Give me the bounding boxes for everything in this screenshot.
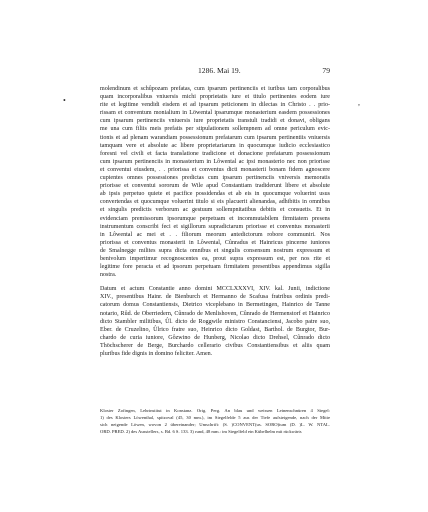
- text-line: quam incorporalibus vniuersis michi proprietatis iure et titulo pertinentes eodem iure: [100, 94, 330, 101]
- text-line: et singulis predictis verborum ac gestuum sollempnitatibus debitis et consuetis. Et in: [100, 207, 330, 214]
- text-line: Thöchscherer de Berge, Burchardo cellerario civibus Constantiensibus et aliis quam: [100, 342, 330, 349]
- text-line: Datum et actum Constantie anno domini MCCLXXXVI, XIV. kal. Junii, indictione: [100, 286, 330, 293]
- text-line: de Smalnegge milites supra dicta omnibus et singulis consensum nostrum expressum et: [100, 247, 330, 254]
- text-line: convertendas et quocumque voluerint titulo si eis placuerit alienandas, adhibitis in omnibus: [100, 199, 330, 206]
- paragraph-dating-witnesses: [100, 285, 330, 358]
- text-line: Kloster Zofingen, Lehrinstitut in Konstanz. Orig. Perg. An blau und weissen Leinenschnüren 4 Siegel:: [100, 408, 330, 413]
- text-line: dicto Stambler militibus, Ûl. dicto de Roggwile ministro Constanciensi, Jacobo patre suo,: [100, 318, 330, 325]
- margin-mark: ,: [358, 98, 360, 107]
- text-line: in Lôwental ac mei et . . filiorum meorum antedictorum robore communiri. Nos: [100, 231, 330, 238]
- text-line: priorisse et conventui sororum de Wile apud Constantiam tradiderunt libere et absolute: [100, 183, 330, 190]
- text-line: me una cum filiis meis prefatis per stipulationem sollempnem ad omne periculum evic-: [100, 126, 330, 133]
- header-date: 1286. Mai 19.: [198, 66, 241, 75]
- footnotes: [100, 407, 330, 435]
- text-line: benivolum impertimur recognoscentes ea, prout supra expressum est, per nos rite et: [100, 255, 330, 262]
- text-line: rite et legitime vendidi eisdem et ad ipsarum peticionem in dilectas in Christo . . prio-: [100, 102, 330, 109]
- text-line: sich neigende Löwen, wovon 2 übereinander; Umschrift: (S. )CONVENT(us. SORO)ium (D. )L. W. NTAL.: [100, 422, 330, 428]
- margin-mark: •: [63, 96, 66, 105]
- text-line: nostra.: [100, 272, 117, 279]
- paragraph-grant: [100, 85, 330, 279]
- text-line: ab ipsis perpetuo quiete et pacifice possidendas et ab eis in quocumque voluerint usus: [100, 191, 330, 198]
- running-header: [100, 66, 330, 76]
- text-line: XIV., presentibus Hainr. de Bienburch et Hermanno de Scafusa fratribus ordinis predi-: [100, 294, 330, 301]
- source-note: [100, 407, 330, 435]
- text-line: catorum domus Constantiensis, Dietrico viceplebano in Bermetingen, Hainrico de Tanne: [100, 302, 330, 309]
- charter-text: [100, 85, 330, 358]
- text-line: et conventui eiusdem, . . priorissa et conventus dicti monasterii bonam fidem agnoscere: [100, 166, 330, 173]
- text-line: rissam et conventum monialium in Löwental ipsarumque monasterium easdem possessiones: [100, 110, 330, 117]
- text-line: priorissa et conventus monasterii in Lôwental, Cûnradus et Hainricus pincerne iuniores: [100, 239, 330, 246]
- text-line: cupientes omnes possessiones predictas cum ipsarum pertinenciis vniversis memoratis: [100, 175, 330, 182]
- text-line: foresni vel civili et facta translatione tradicione et donacione prefatarum possessionum: [100, 150, 330, 157]
- text-line: molendinum et schûpozam prefatas, cum ipsarum pertinenciis et iuribus tam corporalibus: [100, 86, 330, 92]
- text-line: pluribus fide dignis in domino feliciter. Amen.: [100, 351, 213, 357]
- text-line: cum ipsarum pertinenciis in monasterium in Lôwental ac ipsi monasterio nec non priorisse: [100, 158, 330, 165]
- text-line: Eber. de Cruzelino, Ûlrico fratre suo, Heinrico dicto Goldast, Barthol. de Burgtor, Bur-: [100, 326, 330, 333]
- text-line: notario, Rûd. de Oberriedern, Cûnrado de Menlishoven, Cûnrado de Hermenstorf et Hainrico: [100, 310, 330, 317]
- text-line: tamquam vere et absolute ac libere proprietariarum in quocumque iudicio ecclesiastico: [100, 142, 330, 149]
- text-line: 1) des Klosters Löwenthal, spitzoval (45, 30 mm.), im Siegelfelde 5 aus der Tiefe aufsteigende, nach der Mitte: [100, 415, 330, 421]
- page-number: 79: [322, 66, 330, 75]
- text-line: tionis et ad plenam warandiam possessionum prefatarum cum ipsarum pertinentiis vniuersis: [100, 134, 330, 141]
- text-line: evidenciam premissorum ipsorumque perpetuam et incommutabilem firmitatem presens: [100, 215, 330, 222]
- text-line: cum ipsarum pertinenciis vniuersis iure proprietatis transtuli tradidi et donavi, obligans: [100, 118, 330, 125]
- text-line: legitime fore peracta et ad ipsorum perpetuam firmitatem presentibus appendimus sigilla: [100, 264, 330, 271]
- text-line: ORD. PRED. 2) des Ausstellers, s. Bd. 6 S. 133. 3) rund, 48 mm.: im Siegelfeld ein Kübelhelm mit rückwärts: [100, 429, 302, 435]
- text-line: chardo de curia iuniore, Gôzwino de Hunberg, Nicolao dicto Drehsel, Cûnrado dicto: [100, 334, 330, 341]
- text-line: instrumentum conscribi feci et sigillorum supradictarum priorisse et conventus monasterii: [100, 223, 330, 230]
